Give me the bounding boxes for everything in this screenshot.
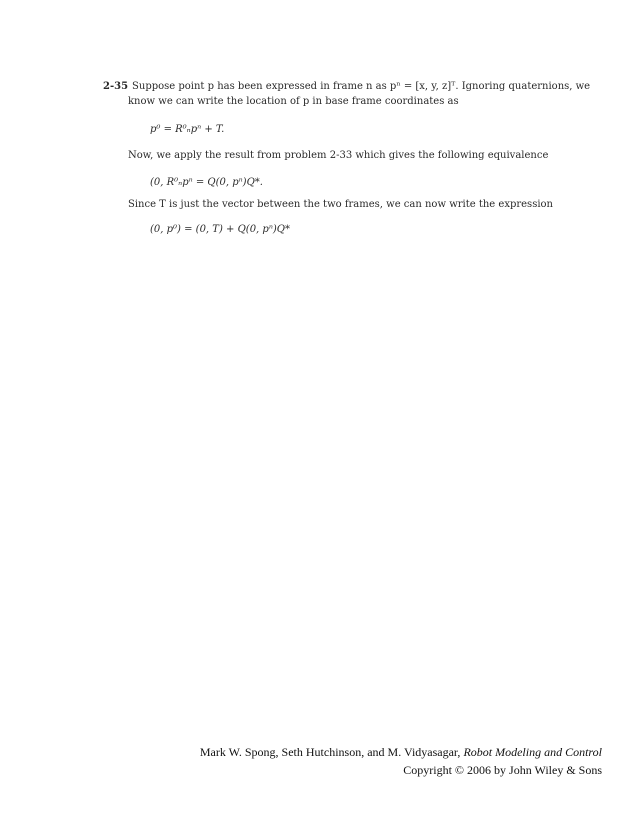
footer-book-title: Robot Modeling and Control bbox=[463, 745, 602, 759]
problem-text-line-4: Since T is just the vector between the two frames, we can now write the expression bbox=[128, 199, 553, 210]
problem-number: 2-35 bbox=[103, 81, 129, 92]
equation-2: (0, R⁰ₙpⁿ = Q(0, pⁿ)Q*. bbox=[150, 177, 263, 188]
problem-text-line-1: Suppose point p has been expressed in frame n as pⁿ = [x, y, z]ᵀ. Ignoring quaternions, we bbox=[132, 81, 591, 92]
footer-copyright: Copyright © 2006 by John Wiley & Sons bbox=[403, 763, 602, 777]
page-footer bbox=[200, 743, 602, 779]
problem-text-line-2: know we can write the location of p in base frame coordinates as bbox=[128, 96, 459, 107]
equation-1: p⁰ = R⁰ₙpⁿ + T. bbox=[150, 124, 225, 135]
footer-authors: Mark W. Spong, Seth Hutchinson, and M. Vidyasagar, bbox=[199, 745, 464, 759]
problem-line-1 bbox=[103, 80, 590, 94]
footer-citation bbox=[200, 743, 602, 761]
problem-text-line-3: Now, we apply the result from problem 2-33 which gives the following equivalence bbox=[128, 150, 549, 161]
equation-3: (0, p⁰) = (0, T) + Q(0, pⁿ)Q* bbox=[150, 224, 290, 235]
